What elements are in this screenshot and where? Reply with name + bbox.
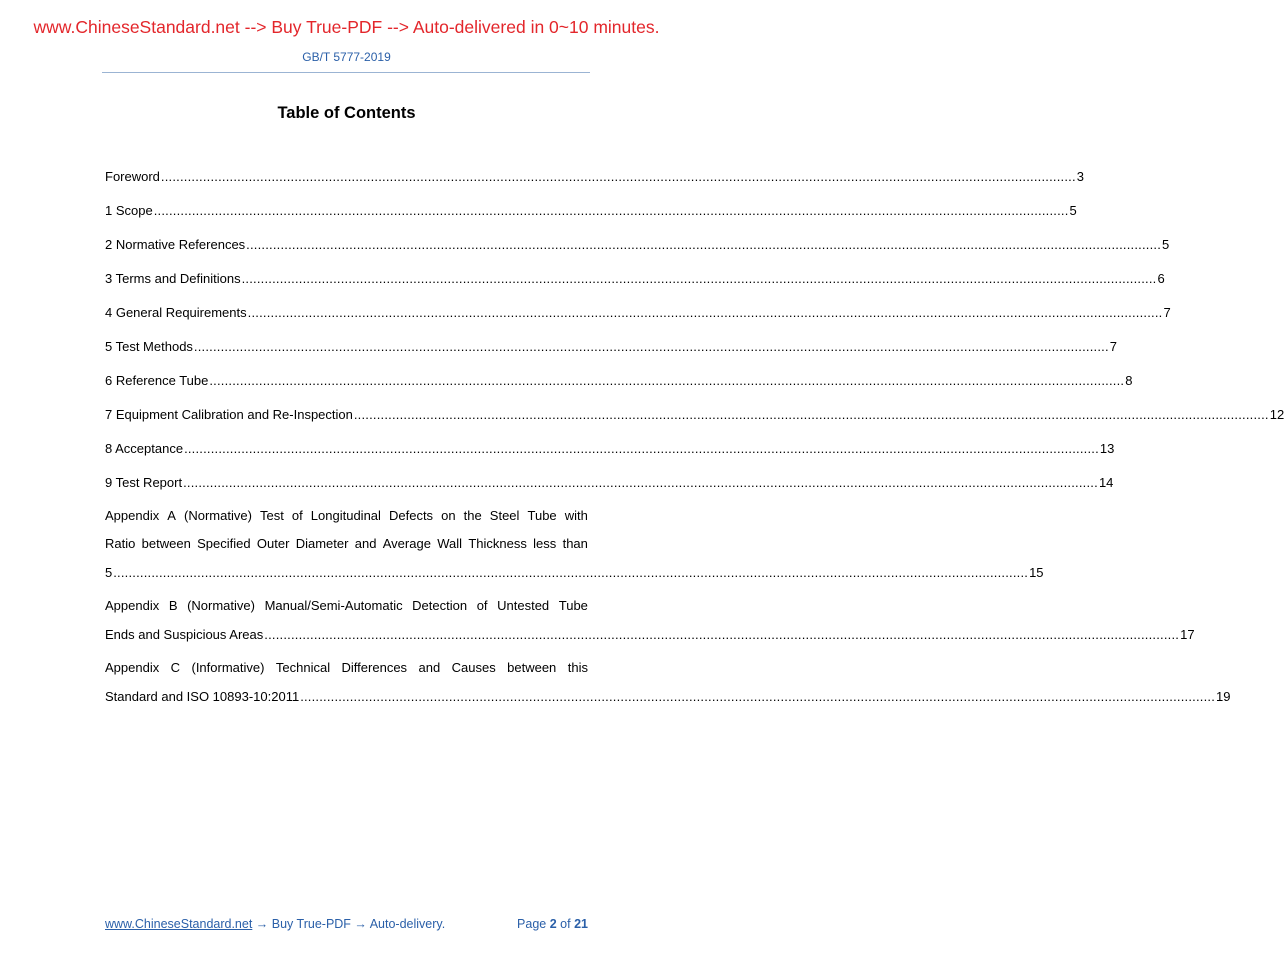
toc-entry-page: 14 <box>1098 474 1114 490</box>
justified-line: Appendix C (Informative) Technical Differences and Causes between this <box>105 660 588 676</box>
justified-line: Appendix B (Normative) Manual/Semi-Automatic Detection of Untested Tube <box>105 598 588 614</box>
footer-site-link[interactable]: www.ChineseStandard.net <box>105 917 253 931</box>
dot-leader: ................................................................................................................................................................................................................................................ <box>241 270 1157 286</box>
dot-leader: ................................................................................................................................................................................................................................................ <box>160 168 1076 184</box>
dot-leader: ................................................................................................................................................................................................................................................ <box>264 626 1180 642</box>
toc-entry-page: 3 <box>1076 168 1084 184</box>
toc-entry[interactable] <box>105 227 1170 261</box>
toc-entry-page: 17 <box>1180 626 1195 642</box>
toc-entry[interactable] <box>105 431 1115 465</box>
toc-entry-page: 7 <box>1163 304 1171 320</box>
toc-entry-page: 8 <box>1125 372 1133 388</box>
toc-entry[interactable] <box>105 295 1171 329</box>
toc-entry-label: 9 Test Report <box>105 474 183 490</box>
toc-entry-page: 12 <box>1269 406 1284 422</box>
toc-entry-page: 6 <box>1157 270 1165 286</box>
total-pages: 21 <box>574 917 588 931</box>
toc-entry-label: 5 Test Methods <box>105 338 193 354</box>
footer-promo <box>105 917 445 931</box>
toc-entry[interactable] <box>105 363 1133 397</box>
toc-entry-label: 8 Acceptance <box>105 440 184 456</box>
toc-entry-appendix-c[interactable] <box>105 652 1231 714</box>
page-footer <box>105 917 588 931</box>
toc-entry-page: 19 <box>1216 688 1231 704</box>
toc-entry-page: 5 <box>1069 202 1077 218</box>
dot-leader: ................................................................................................................................................................................................................................................ <box>113 564 1029 580</box>
toc-entry-label: 4 General Requirements <box>105 304 247 320</box>
dot-leader: ................................................................................................................................................................................................................................................ <box>153 202 1069 218</box>
toc-entry-label: 1 Scope <box>105 202 153 218</box>
toc-entry-page: 5 <box>1162 236 1170 252</box>
toc-entry[interactable] <box>105 465 1114 499</box>
justified-line: Appendix A (Normative) Test of Longitudinal Defects on the Steel Tube with <box>105 507 588 523</box>
toc-entry-label: 6 Reference Tube <box>105 372 209 388</box>
dot-leader: ................................................................................................................................................................................................................................................ <box>247 304 1163 320</box>
promo-banner[interactable]: www.ChineseStandard.net --> Buy True-PDF --> Auto-delivered in 0~10 minutes. <box>33 17 660 37</box>
page-number: Page 2 of 21 <box>517 917 588 931</box>
header-divider <box>102 72 590 73</box>
toc-entry[interactable] <box>105 193 1077 227</box>
toc-title: Table of Contents <box>277 104 416 122</box>
toc-entry-page: 7 <box>1109 338 1117 354</box>
toc-entry-label: 2 Normative References <box>105 236 246 252</box>
table-of-contents <box>105 159 1284 714</box>
dot-leader: ................................................................................................................................................................................................................................................ <box>353 406 1269 422</box>
toc-entry[interactable] <box>105 329 1117 363</box>
toc-entry-label: 7 Equipment Calibration and Re-Inspection <box>105 406 353 422</box>
dot-leader: ................................................................................................................................................................................................................................................ <box>193 338 1109 354</box>
toc-entry-label: 5 <box>105 564 113 580</box>
toc-entry[interactable] <box>105 261 1165 295</box>
toc-entry-page: 15 <box>1029 564 1044 580</box>
toc-entry[interactable] <box>105 397 1284 431</box>
toc-entry-label: Ends and Suspicious Areas <box>105 626 264 642</box>
toc-entry-appendix-b[interactable] <box>105 590 1195 652</box>
dot-leader: ................................................................................................................................................................................................................................................ <box>183 474 1098 490</box>
dot-leader: ................................................................................................................................................................................................................................................ <box>246 236 1162 252</box>
toc-entry-label: 3 Terms and Definitions <box>105 270 241 286</box>
standard-code: GB/T 5777-2019 <box>302 50 391 64</box>
toc-entry-page: 13 <box>1099 440 1115 456</box>
toc-entry-label: Standard and ISO 10893-10:2011 <box>105 688 300 704</box>
footer-tagline: → Buy True-PDF → Auto-delivery. <box>252 917 446 931</box>
toc-entry-appendix-a[interactable] <box>105 499 1044 590</box>
current-page: 2 <box>549 917 557 931</box>
toc-entry-label: Foreword <box>105 168 160 184</box>
dot-leader: ................................................................................................................................................................................................................................................ <box>209 372 1125 388</box>
justified-line: Ratio between Specified Outer Diameter and Average Wall Thickness less than <box>105 536 588 552</box>
dot-leader: ................................................................................................................................................................................................................................................ <box>184 440 1099 456</box>
toc-entry[interactable] <box>105 159 1084 193</box>
toc-entry-list <box>105 159 1284 499</box>
dot-leader: ................................................................................................................................................................................................................................................ <box>300 688 1216 704</box>
